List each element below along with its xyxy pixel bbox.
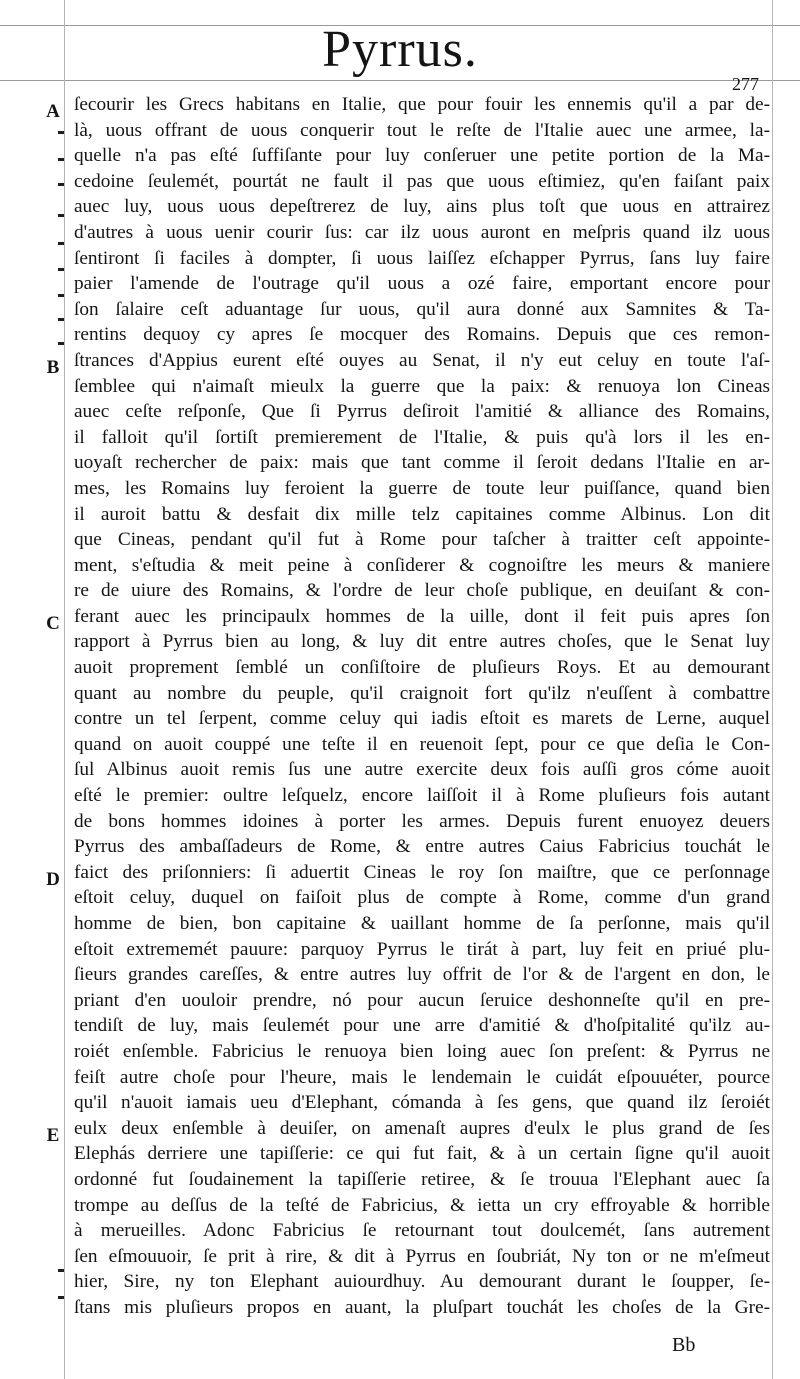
margin-dash <box>58 268 64 271</box>
text-line: ſtrances d'Appius eurent eſté ouyes au Senat, il n'y eut celuy en toute l'aſ- <box>74 349 770 371</box>
text-line: re de uiure des Romains, & l'ordre de leur choſe publique, en deuiſant & con- <box>74 580 770 602</box>
text-line: rapport à Pyrrus bien au long, & luy dit entre autres choſes, que le Senat luy <box>74 631 770 653</box>
margin-dash <box>58 183 64 186</box>
margin-dash <box>58 342 64 345</box>
text-line: ſtans mis pluſieurs propos en auant, la pluſpart touchát les choſes de la Gre- <box>74 1296 770 1318</box>
text-line: ſieurs grandes careſſes, & entre autres luy offrit de l'or & de l'argent en don, le <box>74 964 770 986</box>
page-number: 277 <box>732 74 759 94</box>
text-line: à merueilles. Adonc Fabricius ſe retournant tout doulcemét, ſans autrement <box>74 1220 770 1242</box>
text-line: quelle n'a pas eſté ſuffiſante pour luy conſeruer une petite portion de la Ma- <box>74 145 770 167</box>
body-text <box>74 92 770 1321</box>
margin-dash <box>58 294 64 297</box>
margin-dash <box>58 1269 64 1272</box>
right-frame-rule <box>772 0 773 1379</box>
text-line: Pyrrus des ambaſſadeurs de Rome, & entre autres Caius Fabricius touchát le <box>74 836 770 858</box>
signature-mark: Bb <box>672 1334 696 1356</box>
text-line: roiét enſemble. Fabricius le renuoya bien loing auec ſon preſent: & Pyrrus ne <box>74 1040 770 1062</box>
header-rule <box>0 80 800 81</box>
text-line: ſemblee qui n'aimaſt mieulx la guerre que la paix: & renuoya lon Cineas <box>74 375 770 397</box>
text-line: qu'il n'auoit iamais ueu d'Elephant, cómanda à ſes gens, que quand ilz ſeroiét <box>74 1092 770 1114</box>
margin-letter-b: B <box>46 357 60 378</box>
text-line: contre un tel ſerpent, comme celuy qui iadis eſtoit es marets de Lerne, auquel <box>74 708 770 730</box>
text-line: ſul Albinus auoit remis ſus une autre exercite deux fois auſſi gros cóme auoit <box>74 759 770 781</box>
text-line: il auroit battu & desfait dix mille telz capitaines comme Albinus. Lon dit <box>74 503 770 525</box>
text-line: Elephás derriere une tapiſſerie: ce qui fut fait, & à un certain ſigne qu'il auoit <box>74 1143 770 1165</box>
text-line: ſentiront ſi faciles à dompter, ſi uous laiſſez eſchapper Pyrrus, ſans luy faire <box>74 247 770 269</box>
margin-letter-c: C <box>46 613 60 634</box>
text-line: homme de bien, bon capitaine & uaillant homme de ſa perſonne, mais qu'il <box>74 913 770 934</box>
text-line: auec luy, uous uous depeſtrerez de luy, ains plus toſt que uous en attrairez <box>74 196 770 218</box>
text-line: eſtoit extrememét pauure: parquoy Pyrrus le tirát à part, luy feit en priué plu- <box>74 938 770 960</box>
margin-letter-a: A <box>46 101 60 122</box>
margin-letter-d: D <box>46 869 60 890</box>
text-line: ordonné fut ſoudainement la tapiſſerie retiree, & ſe trouua l'Elephant auec ſa <box>74 1168 770 1190</box>
margin-dash <box>58 158 64 161</box>
margin-dash <box>58 1296 64 1299</box>
left-frame-rule <box>64 0 65 1379</box>
text-line: rentins dequoy cy apres ſe mocquer des Romains. Depuis que ces remon- <box>74 324 770 346</box>
text-line: auec ceſte reſponſe, Que ſi Pyrrus deſiroit l'amitié & alliance des Romains, <box>74 401 770 423</box>
text-line: là, uous offrant de uous conquerir tout le reſte de l'Italie auec une armee, la- <box>74 119 770 141</box>
text-line: ferant auec les principaulx hommes de la uille, dont il feit puis apres ſon <box>74 605 770 627</box>
text-line: paier l'amende de l'outrage qu'il uous a ozé faire, emportant encore pour <box>74 273 770 295</box>
text-line: hier, Sire, ny ton Elephant auiourdhuy. Au demourant durant le ſoupper, ſe- <box>74 1271 770 1293</box>
text-line: mes, les Romains luy feroient la guerre de toute leur puiſſance, quand bien <box>74 477 770 499</box>
margin-dash <box>58 318 64 321</box>
text-line: eulx deux enſemble à deuiſer, on amenaſt aupres d'eulx le plus grand de ſes <box>74 1117 770 1139</box>
text-line: trompe au deſſus de la teſté de Fabricius, & ietta un cry effroyable & horrible <box>74 1194 770 1216</box>
text-line: il falloit qu'il ſortiſt premierement de l'Italie, & puis qu'à lors il les en- <box>74 426 770 448</box>
text-line: quant au nombre du peuple, qu'il craignoit fort qu'ilz n'euſſent à combattre <box>74 682 770 704</box>
margin-dash <box>58 242 64 245</box>
text-line: faict des priſonniers: ſi aduertit Cineas le roy ſon maiſtre, que ce perſonnage <box>74 861 770 883</box>
text-line: uoyaſt rechercher de paix: mais que tant comme il ſeroit dedans l'Italie en ar- <box>74 452 770 474</box>
text-line: de bons hommes idoines à porter les armes. Depuis furent enuoyez deuers <box>74 810 770 832</box>
text-line: eſtoit celuy, duquel on faiſoit plus de compte à Rome, comme d'un grand <box>74 887 770 909</box>
margin-dash <box>58 214 64 217</box>
text-line: feiſt autre choſe pour l'heure, mais le lendemain le cuidát eſpouuéter, pource <box>74 1066 770 1088</box>
text-line: tendiſt de luy, mais ſeulemét pour une arre d'amitié & d'hoſpitalité qu'ilz au- <box>74 1015 770 1037</box>
text-line: ſon ſalaire ceſt aduantage ſur uous, qu'il aura donné aux Samnites & Ta- <box>74 298 770 320</box>
text-line: d'autres à uous uenir courir ſus: car ilz uous auront en meſpris quand ilz uous <box>74 221 770 243</box>
text-line: auoit proprement ſemblé un conſiſtoire de pluſieurs Roys. Et au demourant <box>74 657 770 679</box>
text-line: que Cineas, pendant qu'il fut à Rome pour taſcher à traitter ceſt appointe- <box>74 529 770 551</box>
margin-letter-e: E <box>46 1125 60 1146</box>
text-line: eſté le premier: oultre leſquelz, encore laiſſoit il à Rome pluſieurs fois autant <box>74 785 770 807</box>
text-line: priant d'en uouloir prendre, nó pour aucun ſeruice deshonneſte qu'il en pre- <box>74 989 770 1011</box>
text-line: cedoine ſeulemét, pourtát ne fault il pas que uous eſtimiez, qu'en faiſant paix <box>74 170 770 192</box>
text-line: ſen eſmouuoir, ſe prit à rire, & dit à Pyrrus en ſoubriát, Ny ton or ne m'eſmeut <box>74 1245 770 1267</box>
text-line: quand on auoit couppé une teſte il en reuenoit ſept, pour ce que deſia le Con- <box>74 733 770 755</box>
margin-dash <box>58 131 64 134</box>
text-line: ment, s'eſtudia & meit peine à conſiderer & cognoiſtre les meurs & maniere <box>74 554 770 576</box>
running-title: Pyrrus. <box>322 21 478 78</box>
text-line: ſecourir les Grecs habitans en Italie, que pour fouir les ennemis qu'il a par de- <box>74 94 770 115</box>
